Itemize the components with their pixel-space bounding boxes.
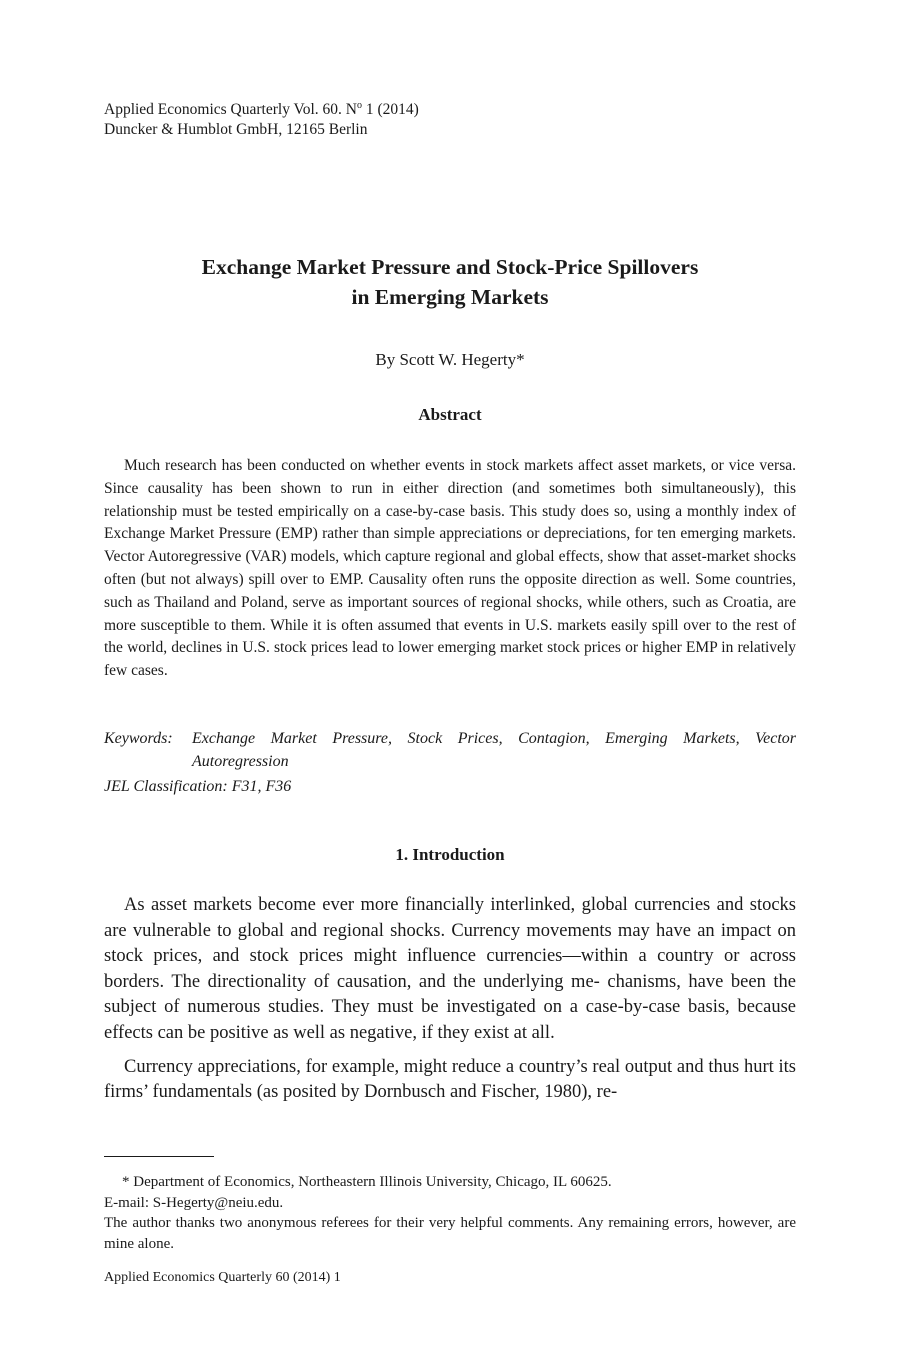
section-heading: 1. Introduction [395, 845, 505, 864]
footnote-acknowledgment: The author thanks two anonymous referees for their very helpful comments. Any remaining errors, however, are mine alone. [104, 1215, 796, 1252]
introduction-body [104, 893, 796, 1114]
keywords [104, 727, 796, 773]
abstract-text: Much research has been conducted on whether events in stock markets affect asset markets, or vice versa. Since causality has been shown to run in either direction (and sometimes both simultaneously), this relationship must be tested empirically on a case-by-case basis. This study does so, using a monthly index of Exchange Market Pressure (EMP) rather than simple appreciations or depreciations, for ten emerging markets. Vector Autoregressive (VAR) models, which capture regional and global effects, show that asset-market shocks often (but not always) spill over to EMP. Causality often runs the opposite direction as well. Some countries, such as Thailand and Poland, serve as important sources of regional shocks, while others, such as Croatia, are more susceptible to them. While it is often assumed that events in U.S. markets easily spill over to the rest of the world, declines in U.S. stock prices lead to lower emerging market stock prices or higher EMP in relatively few cases. [104, 457, 796, 680]
keywords-label: Keywords: [104, 730, 173, 747]
abstract-heading: Abstract [418, 405, 482, 424]
footnote-affiliation: * Department of Economics, Northeastern Illinois University, Chicago, IL 60625. [122, 1174, 612, 1190]
footnote [104, 1172, 796, 1254]
publisher-line: Duncker & Humblot GmbH, 12165 Berlin [104, 121, 368, 138]
paragraph: Currency appreciations, for example, might reduce a country’s real output and thus hurt its firms’ fundamentals (as posited by Dornbusch and Fischer, 1980), re- [104, 1056, 796, 1103]
title-line-1: Exchange Market Pressure and Stock-Price Spillovers [201, 255, 699, 279]
page-footer: Applied Economics Quarterly 60 (2014) 1 [104, 1270, 341, 1285]
title-line-2: in Emerging Markets [351, 285, 549, 309]
keywords-text: Exchange Market Pressure, Stock Prices, Contagion, Emerging Markets, Vector Autoregression [192, 730, 796, 770]
footnote-email: E-mail: S-Hegerty@neiu.edu. [104, 1194, 284, 1211]
journal-header [104, 100, 419, 140]
paragraph: As asset markets become ever more financially interlinked, global currencies and stocks are vulnerable to global and regional shocks. Currency movements may have an impact on stock prices, and stock prices might influence currencies—within a country or across borders. The directionality of causation, and the underlying me- chanisms, have been the subject of numerous studies. They must be investigated on a case-by-case basis, because effects can be positive as well as negative, if they exist at all. [104, 895, 796, 1043]
author-line: By Scott W. Hegerty* [375, 350, 525, 369]
footnote-rule [104, 1156, 214, 1157]
paper-title [104, 252, 796, 312]
journal-citation: Applied Economics Quarterly Vol. 60. $N^o$ 1 (2014) [104, 100, 419, 118]
jel-classification: JEL Classification: F31, F36 [104, 778, 292, 795]
